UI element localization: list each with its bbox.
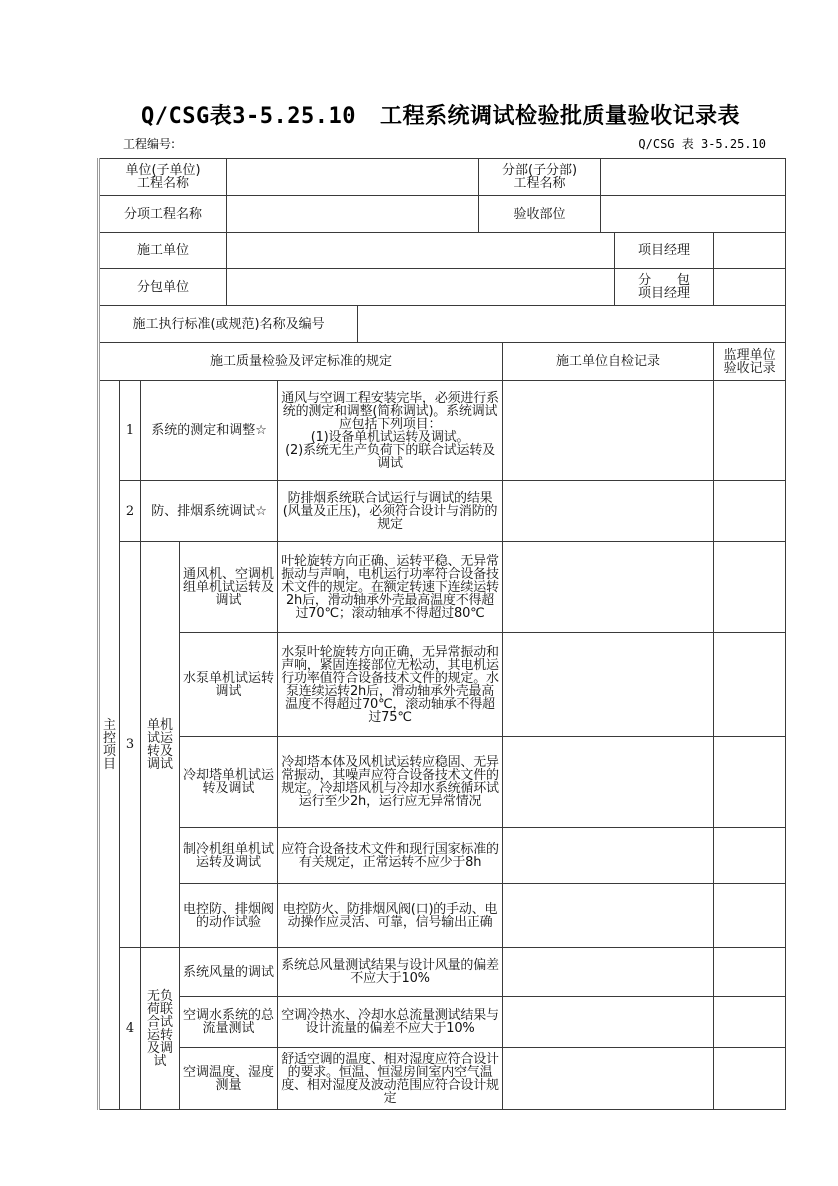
sub-item-project-field[interactable] [227, 196, 479, 233]
sub-item-requirement: 系统总风量测试结果与设计风量的偏差不应大于10% [278, 948, 503, 997]
item-requirement: 防排烟系统联合试运行与调试的结果(风量及正压)，必须符合设计与消防的规定 [278, 481, 503, 542]
self-check-record-field[interactable] [503, 828, 714, 884]
sub-item-name: 制冷机组单机试运转及调试 [180, 828, 278, 884]
supervision-record-field[interactable] [714, 481, 786, 542]
item-number: 2 [120, 481, 141, 542]
item-group [141, 542, 180, 948]
project-manager-label: 项目经理 [615, 233, 714, 269]
item-group [141, 948, 180, 1110]
contractor-label: 施工单位 [99, 233, 227, 269]
supervision-record-field[interactable] [714, 633, 786, 737]
division-project-label-line2: 工程名称 [513, 176, 566, 191]
supervision-record-field[interactable] [714, 542, 786, 633]
sub-item-name: 水泵单机试运转调试 [180, 633, 278, 737]
form-title-code: Q/CSG表3-5.25.10 [141, 104, 356, 129]
acceptance-table [97, 158, 786, 1110]
sub-item-requirement: 冷却塔本体及风机试运转应稳固、无异常振动，其噪声应符合设备技术文件的规定。冷却塔风机与冷却水系统循环试运行至少2h，运行应无异常情况 [278, 737, 503, 828]
sub-item-name: 通风机、空调机组单机试运转及调试 [180, 542, 278, 633]
supervision-record-field[interactable] [714, 828, 786, 884]
item-name: 系统的测定和调整☆ [141, 381, 278, 481]
main-control-label [99, 381, 120, 1110]
item-group-text: 无负荷联合试运转及调试 [146, 988, 173, 1069]
self-check-record-field[interactable] [503, 884, 714, 948]
supervision-record-field[interactable] [714, 1048, 786, 1110]
unit-project-label-line2: 工程名称 [137, 176, 190, 191]
form-code: Q/CSG 表 3-5.25.10 [638, 137, 766, 151]
contractor-field[interactable] [227, 233, 615, 269]
sub-item-name: 电控防、排烟阀的动作试验 [180, 884, 278, 948]
supervision-record-field[interactable] [714, 997, 786, 1048]
table-row [99, 737, 786, 828]
sub-item-requirement: 水泵叶轮旋转方向正确，无异常振动和声响，紧固连接部位无松动，其电机运行功率值符合设备技术文件的规定。水泵连续运转2h后，滑动轴承外壳最高温度不得超过70℃，滚动轴承不得超过75℃ [278, 633, 503, 737]
sub-item-project-label: 分项工程名称 [99, 196, 227, 233]
unit-project-label [99, 159, 227, 196]
sub-item-name: 空调温度、湿度测量 [180, 1048, 278, 1110]
sub-item-name: 冷却塔单机试运转及调试 [180, 737, 278, 828]
sub-item-name: 空调水系统的总流量测试 [180, 997, 278, 1048]
table-row [99, 542, 786, 633]
self-check-record-field[interactable] [503, 481, 714, 542]
sub-project-manager-label-line1: 分包 [638, 273, 691, 288]
header-row-standard [99, 306, 786, 343]
sub-project-manager-field[interactable] [714, 269, 786, 306]
acceptance-part-label: 验收部位 [479, 196, 601, 233]
project-number-label: 工程编号: [123, 137, 176, 151]
unit-project-field[interactable] [227, 159, 479, 196]
standard-field[interactable] [358, 306, 786, 343]
standard-label: 施工执行标准(或规范)名称及编号 [99, 306, 358, 343]
supervision-record-field[interactable] [714, 948, 786, 997]
supervision-column-header-line2: 验收记录 [723, 360, 776, 376]
item-group-text: 单机试运转及调试 [146, 717, 173, 772]
header-row-contractor [99, 233, 786, 269]
self-check-record-field[interactable] [503, 997, 714, 1048]
item-requirement: 通风与空调工程安装完毕，必须进行系统的测定和调整(简称调试)。系统调试应包括下列项目： (1)设备单机试运转及调试。 (2)系统无生产负荷下的联合试运转及调试 [278, 381, 503, 481]
table-row [99, 828, 786, 884]
item-number: 4 [120, 948, 141, 1110]
acceptance-part-field[interactable] [601, 196, 786, 233]
sub-item-requirement: 叶轮旋转方向正确、运转平稳、无异常振动与声响，电机运行功率符合设备技术文件的规定。在额定转速下连续运转2h后，滑动轴承外壳最高温度不得超过70℃；滚动轴承不得超过80℃ [278, 542, 503, 633]
form-title-name: 工程系统调试检验批质量验收记录表 [379, 104, 740, 129]
self-check-column-header: 施工单位自检记录 [503, 343, 714, 381]
table-row [99, 633, 786, 737]
supervision-column-header [714, 343, 786, 381]
header-row-unit [99, 159, 786, 196]
sub-project-manager-label-line2: 项目经理 [638, 286, 691, 301]
form-title [97, 99, 784, 130]
table-row [99, 381, 786, 481]
supervision-column-header-line1: 监理单位 [723, 347, 776, 363]
header-row-subcontractor [99, 269, 786, 306]
sub-item-name: 系统风量的调试 [180, 948, 278, 997]
self-check-record-field[interactable] [503, 633, 714, 737]
table-row [99, 884, 786, 948]
supervision-record-field[interactable] [714, 884, 786, 948]
subcontractor-field[interactable] [227, 269, 615, 306]
table-row [99, 948, 786, 997]
supervision-record-field[interactable] [714, 737, 786, 828]
sub-project-manager-label [615, 269, 714, 306]
header-row-subitem [99, 196, 786, 233]
division-project-label-line1: 分部(子分部) [501, 163, 578, 178]
item-number: 3 [120, 542, 141, 948]
main-control-label-text: 主控项目 [102, 718, 116, 772]
sub-item-requirement: 电控防火、防排烟风阀(口)的手动、电动操作应灵活、可靠，信号输出正确 [278, 884, 503, 948]
supervision-record-field[interactable] [714, 381, 786, 481]
subcontractor-label: 分包单位 [99, 269, 227, 306]
criteria-column-header: 施工质量检验及评定标准的规定 [99, 343, 503, 381]
sub-item-requirement: 空调冷热水、冷却水总流量测试结果与设计流量的偏差不应大于10% [278, 997, 503, 1048]
column-header-row [99, 343, 786, 381]
self-check-record-field[interactable] [503, 1048, 714, 1110]
table-row [99, 997, 786, 1048]
unit-project-label-line1: 单位(子单位) [125, 163, 201, 178]
sub-item-requirement: 舒适空调的温度、相对湿度应符合设计的要求。恒温、恒湿房间室内空气温度、相对湿度及波动范围应符合设计规定 [278, 1048, 503, 1110]
item-number: 1 [120, 381, 141, 481]
item-name: 防、排烟系统调试☆ [141, 481, 278, 542]
table-row [99, 1048, 786, 1110]
self-check-record-field[interactable] [503, 948, 714, 997]
division-project-label [479, 159, 601, 196]
self-check-record-field[interactable] [503, 737, 714, 828]
sub-item-requirement: 应符合设备技术文件和现行国家标准的有关规定，正常运转不应少于8h [278, 828, 503, 884]
table-row [99, 481, 786, 542]
self-check-record-field[interactable] [503, 381, 714, 481]
division-project-field[interactable] [601, 159, 786, 196]
self-check-record-field[interactable] [503, 542, 714, 633]
project-manager-field[interactable] [714, 233, 786, 269]
